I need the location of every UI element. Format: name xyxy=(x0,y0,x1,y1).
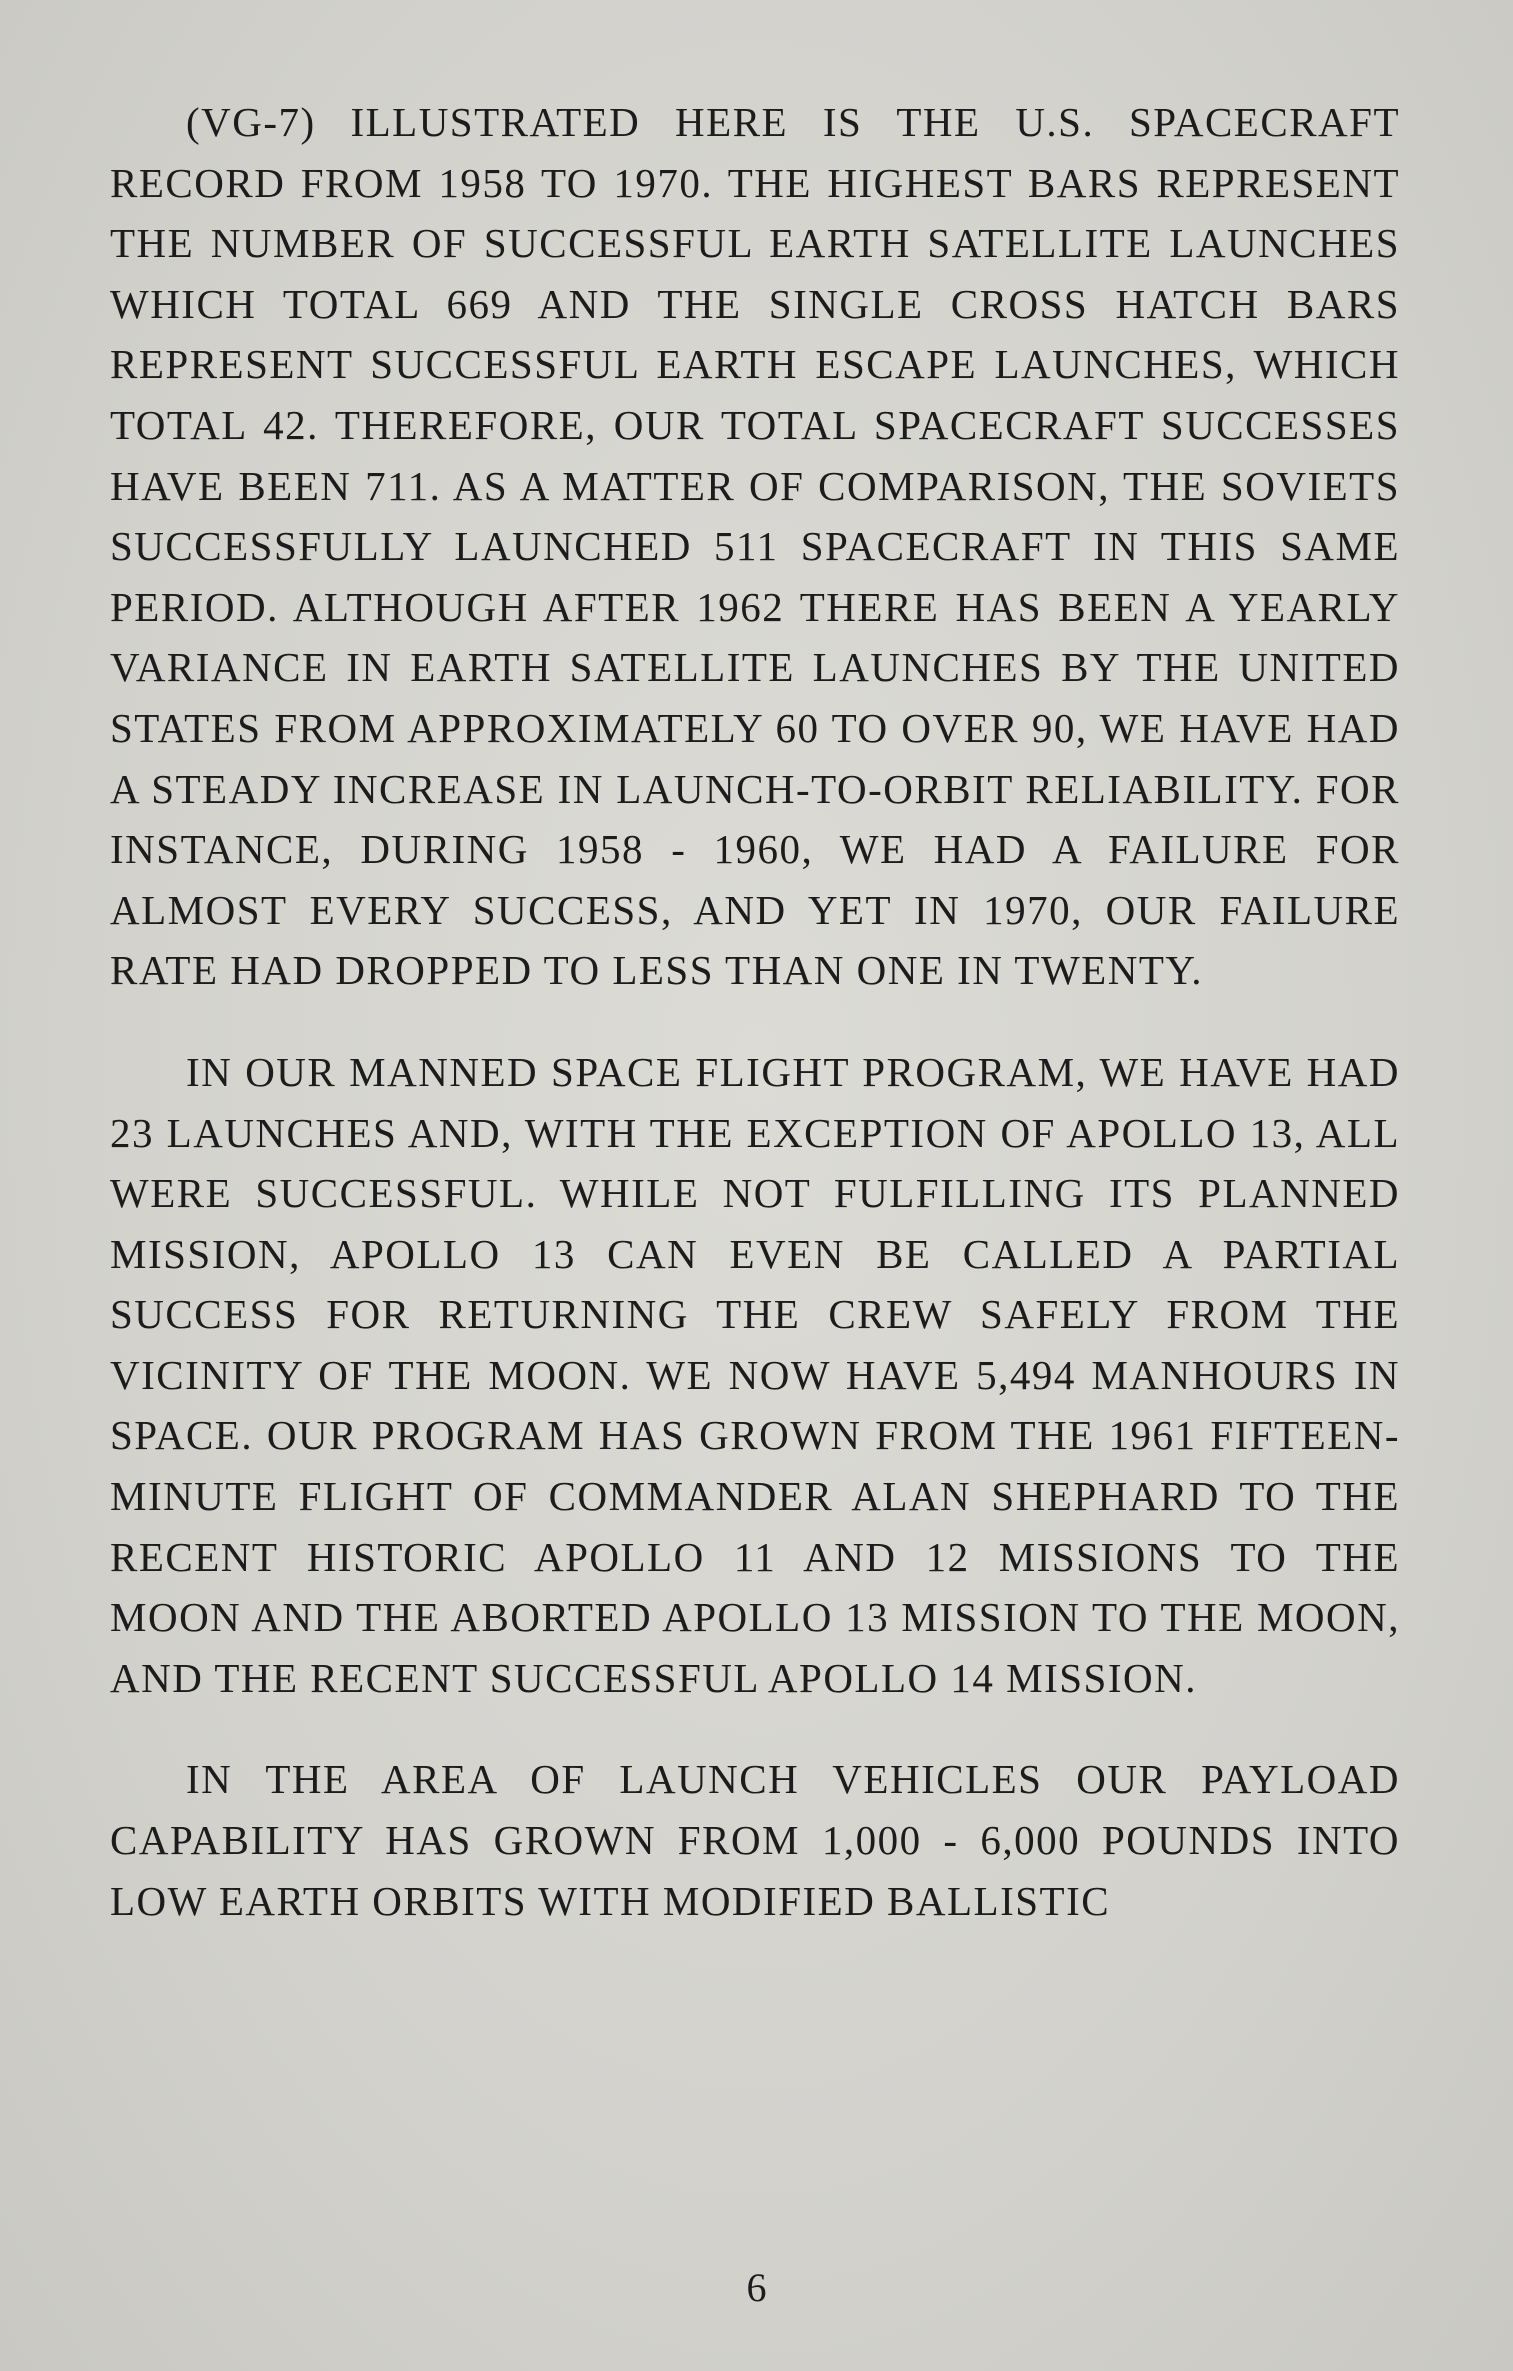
page-number: 6 xyxy=(746,2265,767,2310)
paragraph-manned-space-flight: IN OUR MANNED SPACE FLIGHT PROGRAM, WE HAVE HAD 23 LAUNCHES AND, WITH THE EXCEPTION OF APOLLO 13, ALL WERE SUCCESSFUL. WHILE NOT FULFILLING ITS PLANNED MISSION, APOLLO 13 CAN EVEN BE CALLED A PARTIAL SUCCESS FOR RETURNING THE CREW SAFELY FROM THE VICINITY OF THE MOON. WE NOW HAVE 5,494 MANHOURS IN SPACE. OUR PROGRAM HAS GROWN FROM THE 1961 FIFTEEN-MINUTE FLIGHT OF COMMANDER ALAN SHEPHARD TO THE RECENT HISTORIC APOLLO 11 AND 12 MISSIONS TO THE MOON AND THE ABORTED APOLLO 13 MISSION TO THE MOON, AND THE RECENT SUCCESSFUL APOLLO 14 MISSION. xyxy=(110,1048,1400,1701)
paragraph-launch-vehicles: IN THE AREA OF LAUNCH VEHICLES OUR PAYLOAD CAPABILITY HAS GROWN FROM 1,000 - 6,000 POUNDS INTO LOW EARTH ORBITS WITH MODIFIED BALLISTIC xyxy=(110,1756,1400,1924)
paragraph-spacecraft-record: (VG-7) ILLUSTRATED HERE IS THE U.S. SPACECRAFT RECORD FROM 1958 TO 1970. THE HIGHEST BARS REPRESENT THE NUMBER OF SUCCESSFUL EARTH SATELLITE LAUNCHES WHICH TOTAL 669 AND THE SINGLE CROSS HATCH BARS REPRESENT SUCCESSFUL EARTH ESCAPE LAUNCHES, WHICH TOTAL 42. THEREFORE, OUR TOTAL SPACECRAFT SUCCESSES HAVE BEEN 711. AS A MATTER OF COMPARISON, THE SOVIETS SUCCESSFULLY LAUNCHED 511 SPACECRAFT IN THIS SAME PERIOD. ALTHOUGH AFTER 1962 THERE HAS BEEN A YEARLY VARIANCE IN EARTH SATELLITE LAUNCHES BY THE UNITED STATES FROM APPROXIMATELY 60 TO OVER 90, WE HAVE HAD A STEADY INCREASE IN LAUNCH-TO-ORBIT RELIABILITY. FOR INSTANCE, DURING 1958 - 1960, WE HAD A FAILURE FOR ALMOST EVERY SUCCESS, AND YET IN 1970, OUR FAILURE RATE HAD DROPPED TO LESS THAN ONE IN TWENTY. xyxy=(110,99,1400,994)
body-text xyxy=(110,92,1400,1931)
